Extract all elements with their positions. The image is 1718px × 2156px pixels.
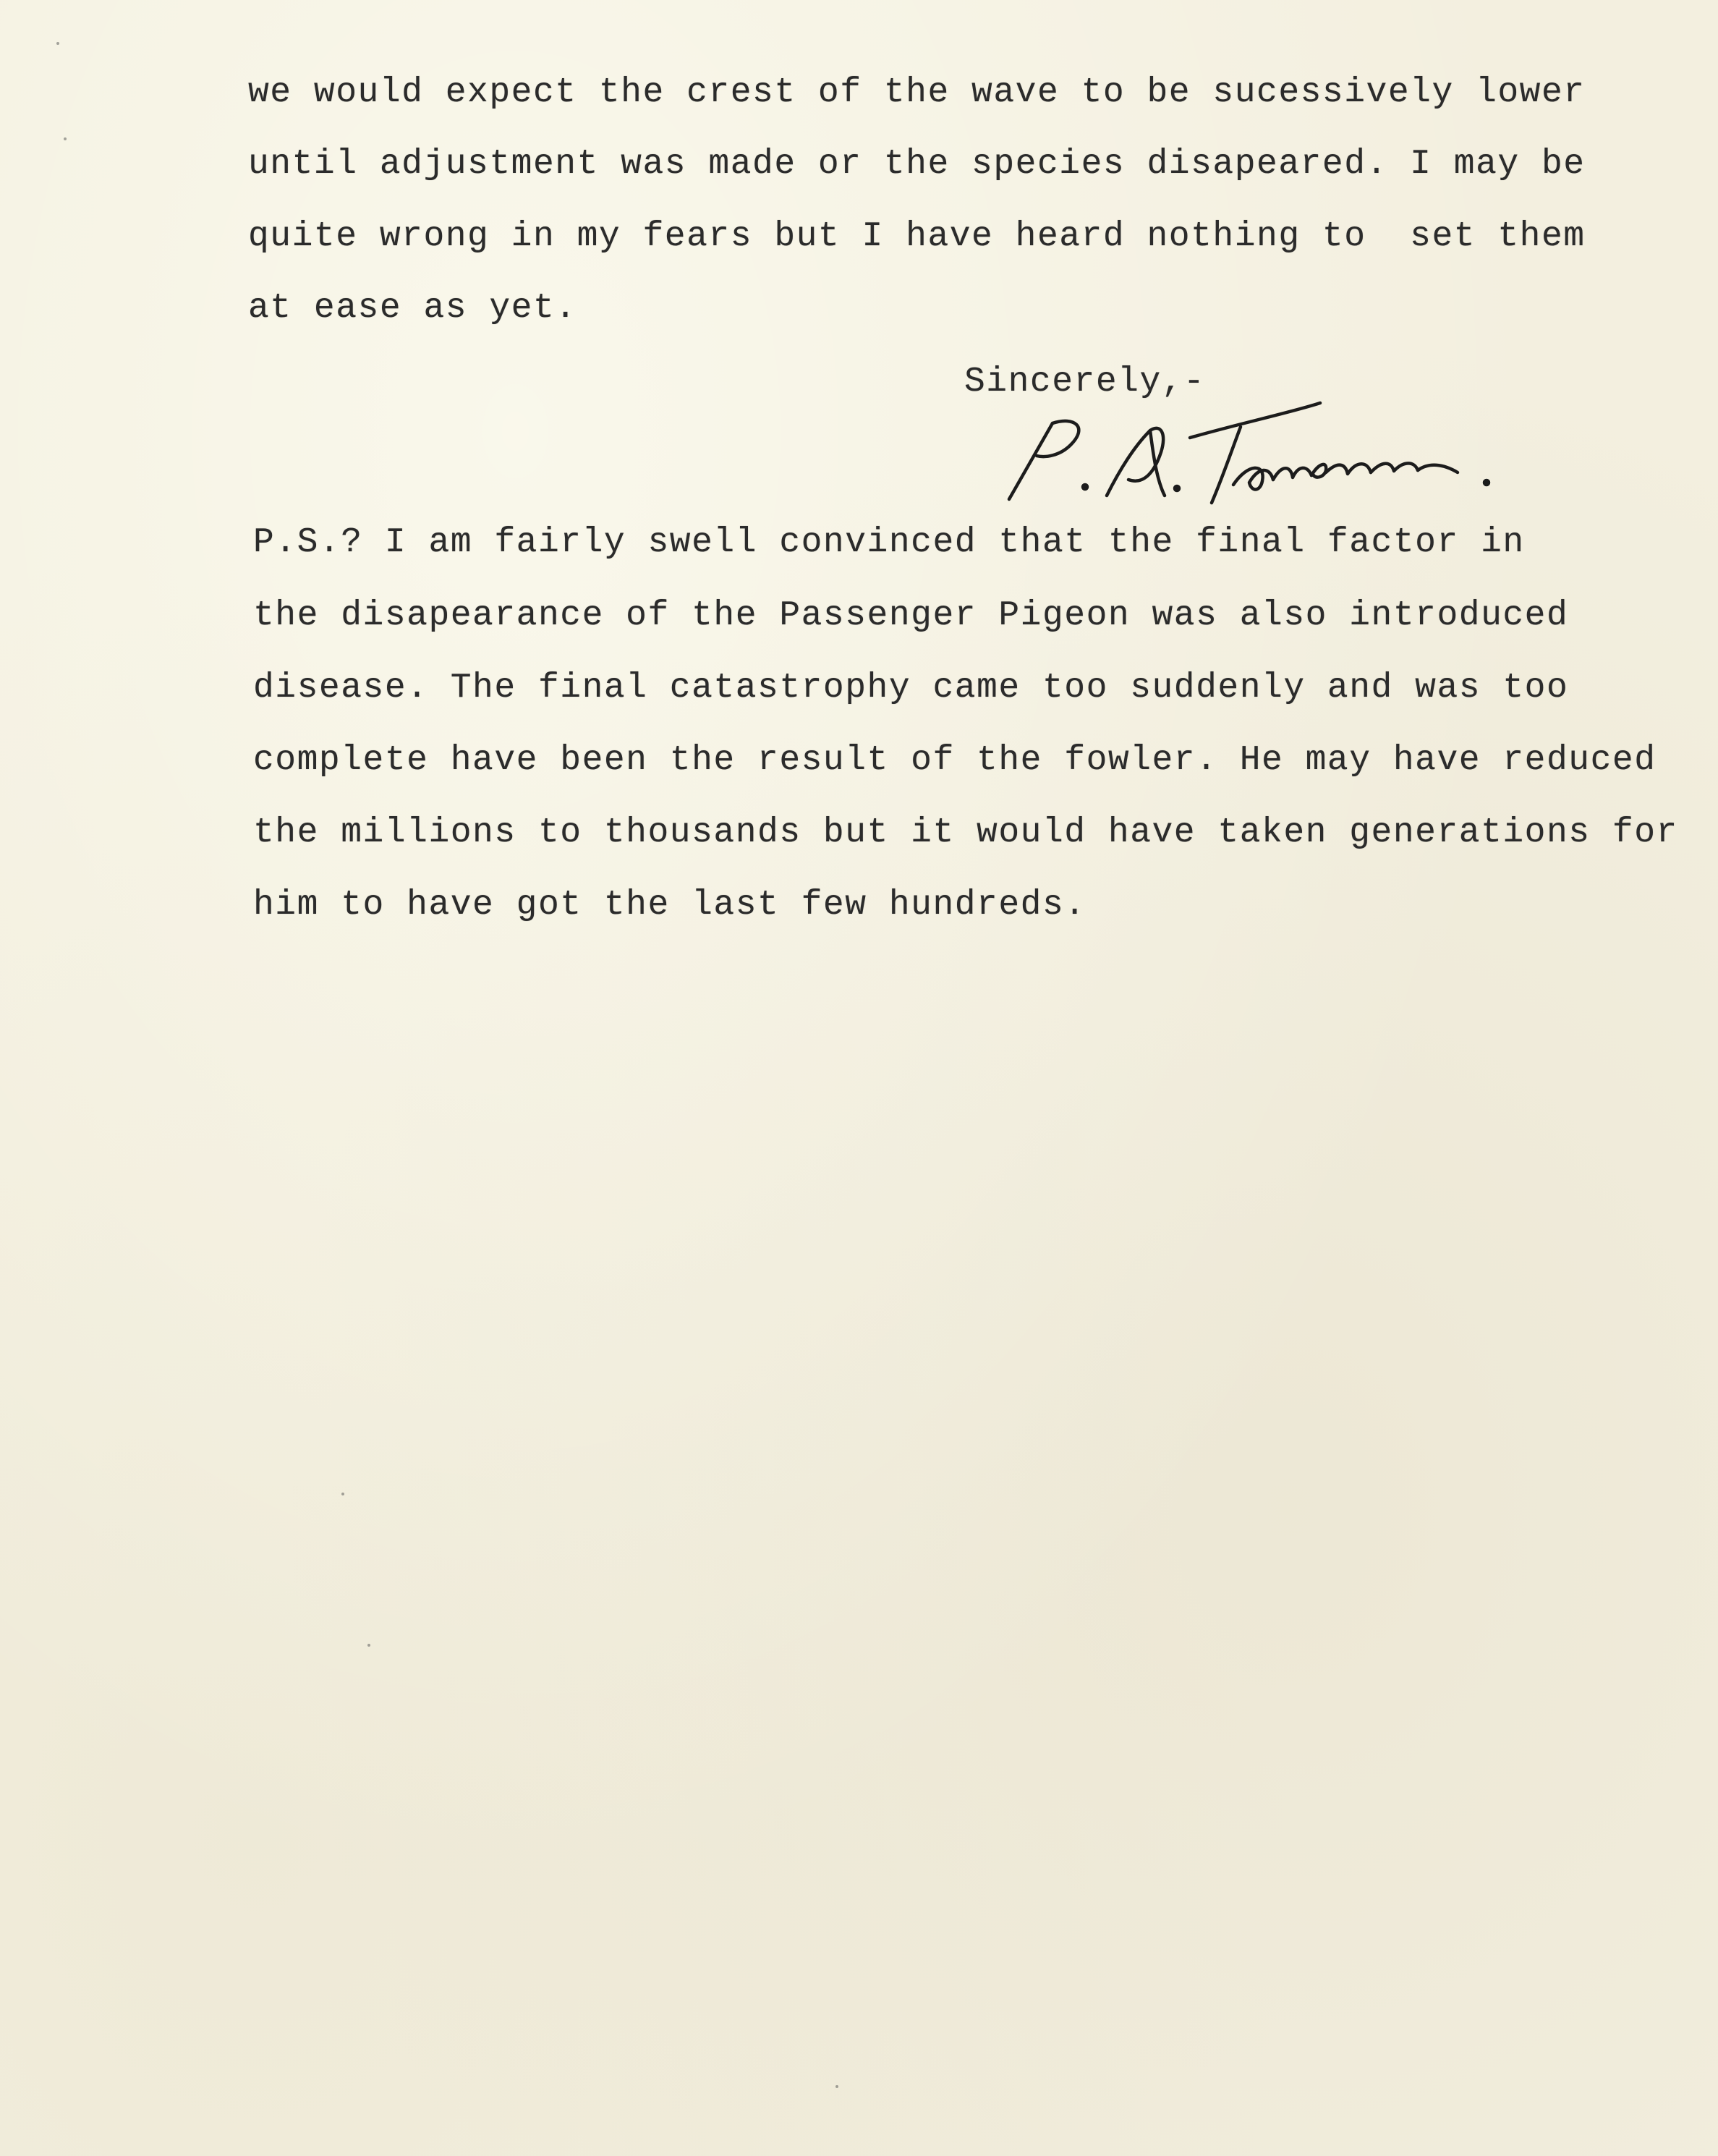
paper-speck (367, 1644, 370, 1647)
postscript-line: the disapearance of the Passenger Pigeon was also introduced (253, 596, 1569, 635)
postscript-line: P.S.? I am fairly swell convinced that the final factor in (253, 523, 1525, 562)
body-line: quite wrong in my fears but I have heard nothing to set them (248, 217, 1586, 256)
postscript-line: him to have got the last few hundreds. (253, 886, 1086, 925)
postscript-line: the millions to thousands but it would have taken generations for (253, 813, 1678, 852)
postscript-line: disease. The final catastrophy came too suddenly and was too (253, 669, 1569, 708)
signature (980, 394, 1595, 517)
body-line: until adjustment was made or the species disapeared. I may be (248, 145, 1586, 184)
body-line: we would expect the crest of the wave to be sucessively lower (248, 73, 1586, 112)
body-line: at ease as yet. (248, 289, 577, 328)
paper-speck (835, 2085, 838, 2088)
paper-speck (341, 1493, 344, 1495)
paper-speck (56, 42, 59, 45)
postscript-line: complete have been the result of the fowler. He may have reduced (253, 741, 1657, 780)
closing-salutation: Sincerely,- (964, 362, 1206, 402)
paper-speck (64, 137, 67, 140)
